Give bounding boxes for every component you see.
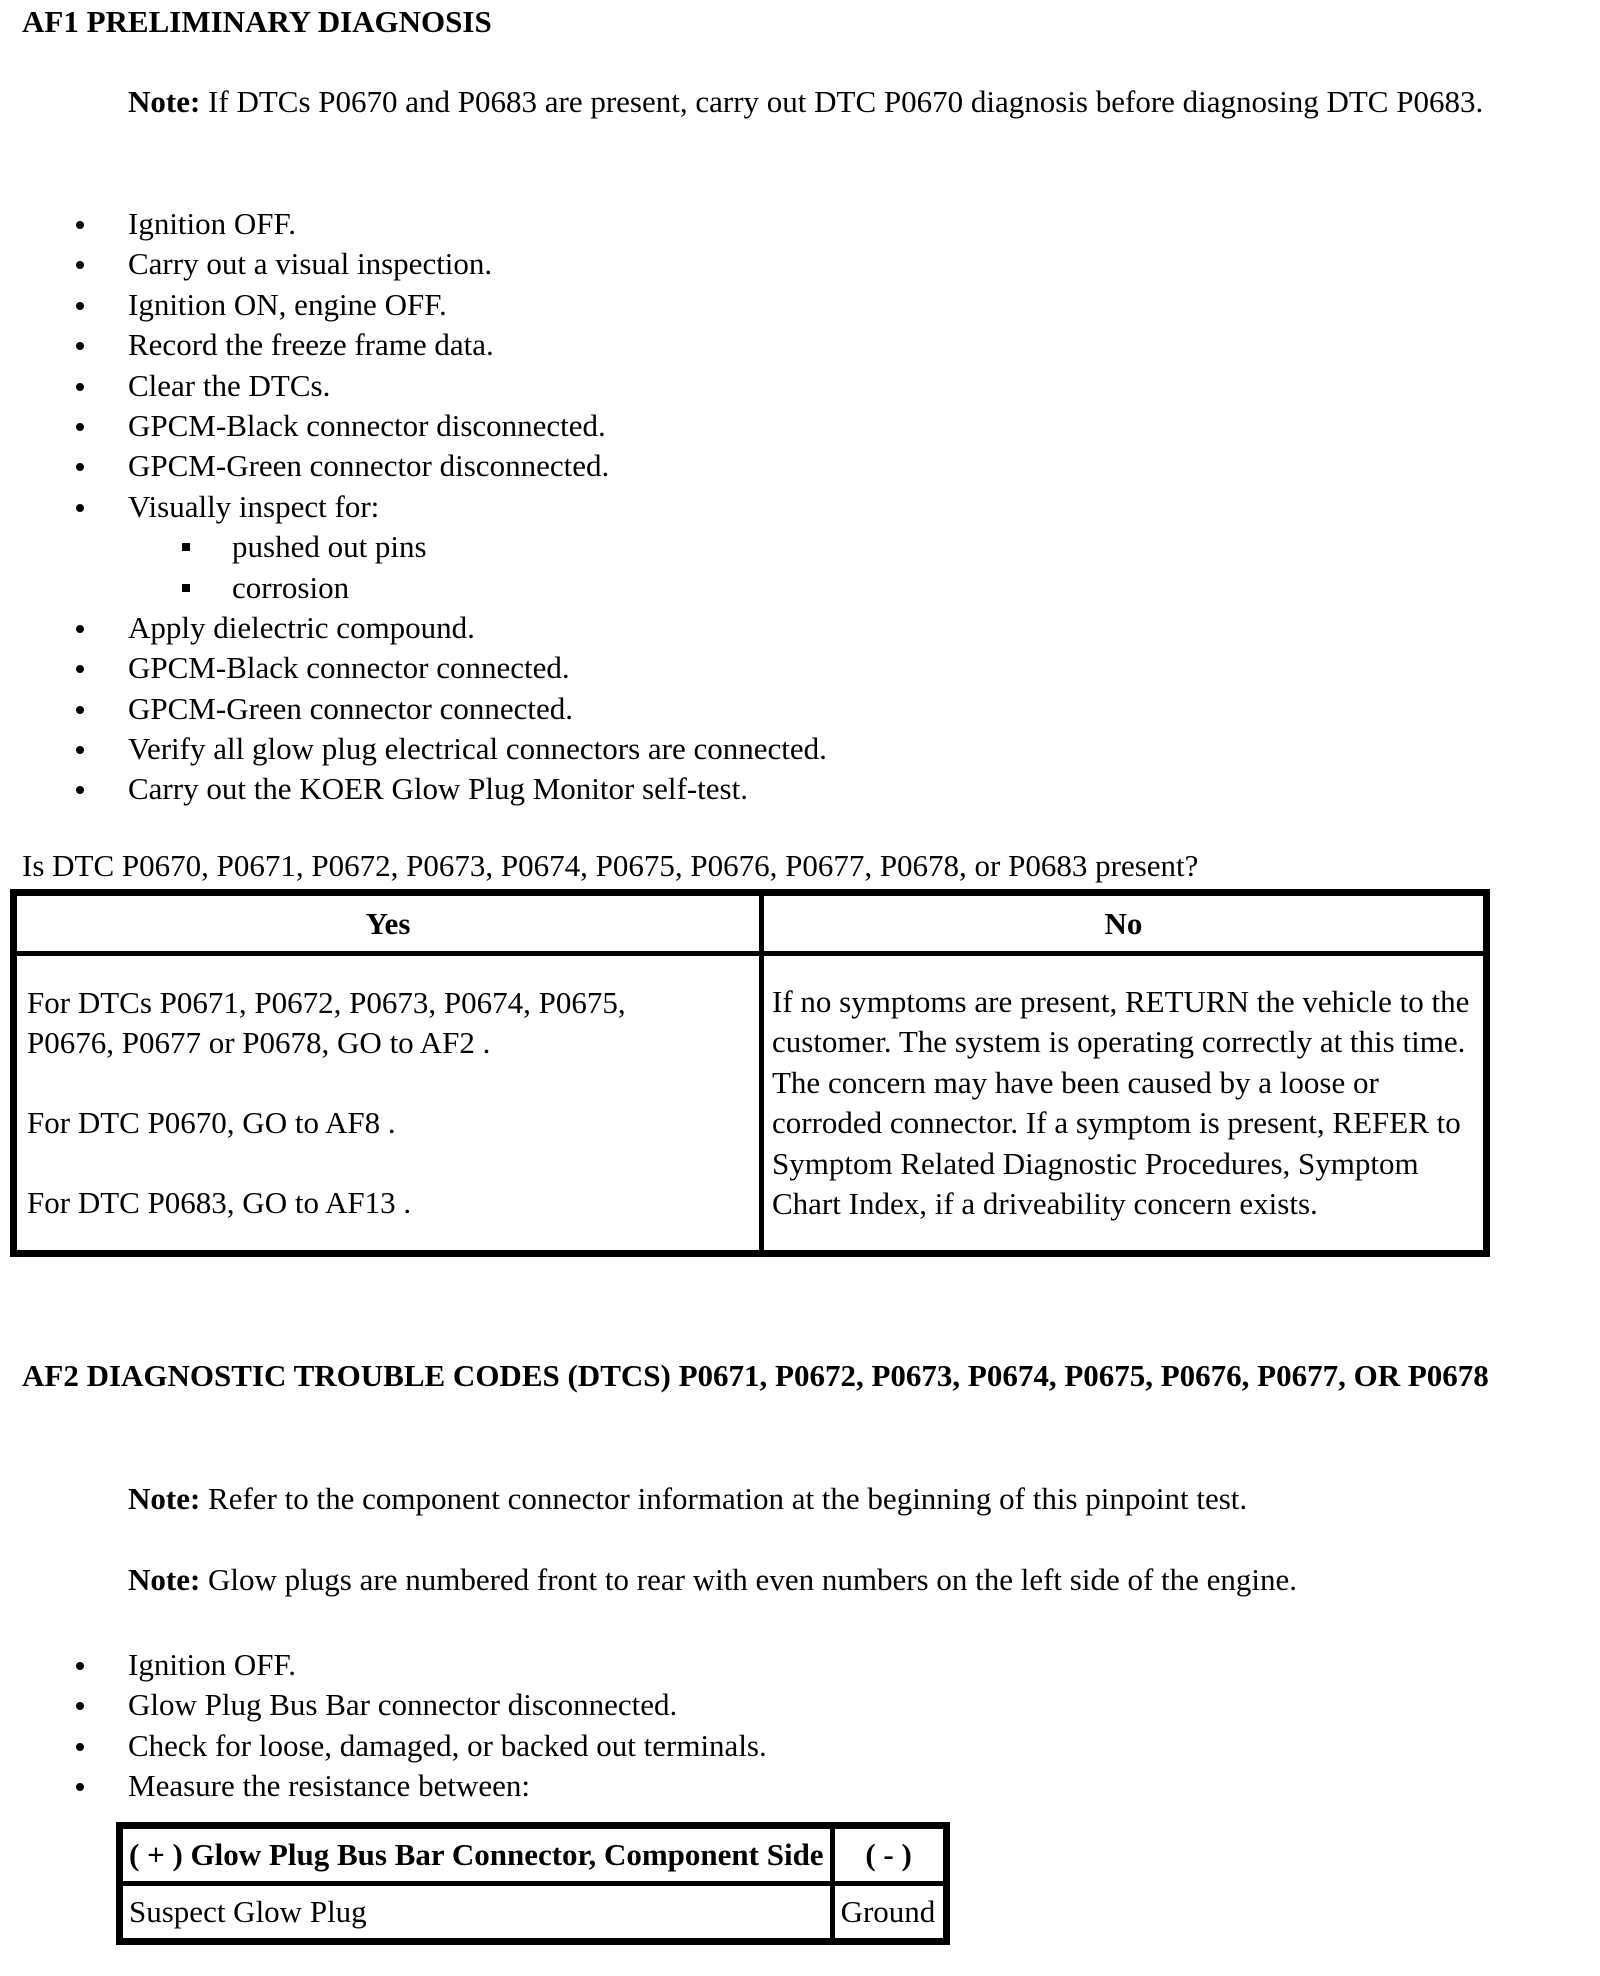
list-item: Visually inspect for: (76, 487, 827, 527)
note-label: Note: (128, 1481, 201, 1516)
sub-list-item: pushed out pins (76, 527, 827, 567)
note-label: Note: (128, 84, 201, 119)
yes-cell (14, 954, 762, 1254)
list-item: Carry out a visual inspection. (76, 244, 827, 284)
list-item: Ignition OFF. (76, 204, 827, 244)
positive-lead-value: Suspect Glow Plug (120, 1884, 833, 1942)
no-header: No (762, 893, 1487, 954)
negative-lead-header: ( - ) (832, 1826, 946, 1884)
list-item: Ignition OFF. (76, 1645, 767, 1685)
list-item: GPCM-Green connector connected. (76, 689, 827, 729)
yes-line (27, 1143, 759, 1183)
note-text: Glow plugs are numbered front to rear with even numbers on the left side of the engine. (200, 1562, 1298, 1597)
yes-line: For DTC P0670, GO to AF8 . (27, 1105, 396, 1140)
list-item: Glow Plug Bus Bar connector disconnected. (76, 1685, 767, 1725)
af2-note-1 (128, 1479, 1247, 1519)
af1-question: Is DTC P0670, P0671, P0672, P0673, P0674, P0675, P0676, P0677, P0678, or P0683 present? (22, 848, 1199, 883)
note-text: If DTCs P0670 and P0683 are present, carry out DTC P0670 diagnosis before diagnosing DTC P0683. (200, 84, 1484, 119)
note-text: Refer to the component connector information at the beginning of this pinpoint test. (200, 1481, 1248, 1516)
yes-header: Yes (14, 893, 762, 954)
list-item: Check for loose, damaged, or backed out terminals. (76, 1726, 767, 1766)
list-item: Measure the resistance between: (76, 1766, 767, 1806)
no-cell: If no symptoms are present, RETURN the vehicle to the customer. The system is operating correctly at this time. The concern may have been caused by a loose or corroded connector. If a symptom is present, REFER to Symptom Related Diagnostic Procedures, Symptom Chart Index, if a driveability concern exists. (762, 954, 1487, 1254)
af1-steps-list (76, 204, 827, 810)
af1-note (128, 82, 1588, 122)
sub-list-item: corrosion (76, 568, 827, 608)
positive-lead-header: ( + ) Glow Plug Bus Bar Connector, Component Side (120, 1826, 833, 1884)
af2-note-2 (128, 1560, 1297, 1600)
af2-measurement-table (116, 1822, 950, 1945)
list-item: GPCM-Black connector connected. (76, 648, 827, 688)
list-item: GPCM-Black connector disconnected. (76, 406, 827, 446)
note-label: Note: (128, 1562, 201, 1597)
yes-line: For DTCs P0671, P0672, P0673, P0674, P0675, (27, 985, 626, 1020)
yes-line: P0676, P0677 or P0678, GO to AF2 . (27, 1025, 491, 1060)
negative-lead-value: Ground (832, 1884, 946, 1942)
af2-steps-list (76, 1645, 767, 1807)
yes-line: For DTC P0683, GO to AF13 . (27, 1185, 412, 1220)
list-item: Carry out the KOER Glow Plug Monitor self-test. (76, 769, 827, 809)
list-item: Verify all glow plug electrical connectors are connected. (76, 729, 827, 769)
af1-title: AF1 PRELIMINARY DIAGNOSIS (22, 4, 492, 39)
yes-line (27, 1063, 759, 1103)
list-item: Clear the DTCs. (76, 366, 827, 406)
af1-decision-table (10, 889, 1490, 1257)
af2-title: AF2 DIAGNOSTIC TROUBLE CODES (DTCS) P0671, P0672, P0673, P0674, P0675, P0676, P0677, OR P0678 (22, 1358, 1489, 1393)
list-item: GPCM-Green connector disconnected. (76, 446, 827, 486)
list-item: Ignition ON, engine OFF. (76, 285, 827, 325)
list-item: Record the freeze frame data. (76, 325, 827, 365)
list-item: Apply dielectric compound. (76, 608, 827, 648)
